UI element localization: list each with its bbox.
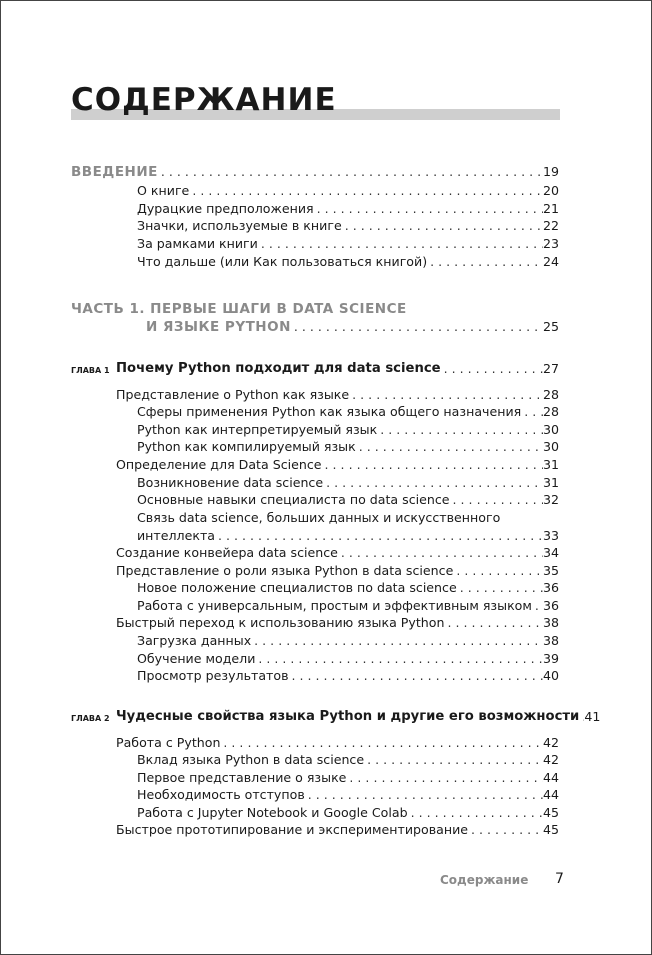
dot-leader (468, 822, 543, 838)
entry-text: Python как интерпретируемый язык (137, 422, 378, 437)
entry-text: Основные навыки специалиста по data science (137, 492, 450, 507)
chapter1-title: Почему Python подходит для data science (116, 361, 441, 376)
entry-text: Представление о роли языка Python в data science (116, 563, 454, 578)
toc-entry (137, 183, 559, 199)
dot-leader (342, 218, 543, 234)
page-number: 39 (542, 651, 559, 666)
toc-entry (137, 770, 559, 786)
dot-leader (323, 475, 543, 491)
toc-entry (137, 422, 559, 438)
dot-leader (457, 580, 543, 596)
entry-text: Новое положение специалистов по data science (137, 580, 457, 595)
toc-entry (137, 475, 559, 491)
toc-entry (137, 580, 559, 596)
page-number: 36 (542, 598, 559, 613)
toc-entry (116, 387, 559, 403)
toc-entry (137, 439, 559, 455)
toc-entry (137, 492, 559, 508)
entry-text: Создание конвейера data science (116, 545, 338, 560)
dot-leader (532, 598, 543, 614)
page-number: 33 (542, 528, 559, 543)
page-number: 31 (542, 475, 559, 490)
dot-leader (356, 439, 543, 455)
page-number: 27 (542, 361, 559, 376)
page-number: 42 (542, 735, 559, 750)
entry-text: Определение для Data Science (116, 457, 322, 472)
dot-leader (289, 668, 543, 684)
page-number: 42 (542, 752, 559, 767)
page-number: 40 (542, 668, 559, 683)
dot-leader (427, 254, 543, 270)
part1-heading-line2: И ЯЗЫКЕ PYTHON (146, 319, 291, 335)
entry-text: Значки, используемые в книге (137, 218, 342, 233)
page-number: 45 (542, 805, 559, 820)
toc-part1-heading (146, 319, 559, 335)
dot-leader (338, 545, 543, 561)
page-number: 19 (542, 164, 559, 179)
page-number: 44 (542, 770, 559, 785)
toc-entry (137, 668, 559, 684)
dot-leader (364, 752, 543, 768)
toc-entry (137, 528, 559, 544)
toc-entry (137, 805, 559, 821)
running-footer: Содержание (440, 873, 529, 887)
dot-leader (377, 422, 543, 438)
entry-text: Python как компилируемый язык (137, 439, 356, 454)
toc-entry (137, 201, 559, 217)
toc-entry (116, 615, 559, 631)
page-number: 30 (542, 422, 559, 437)
entry-text: Дурацкие предположения (137, 201, 314, 216)
toc-entry (116, 735, 559, 751)
page-number: 21 (542, 201, 559, 216)
dot-leader (189, 183, 543, 199)
toc-entry (137, 404, 559, 420)
entry-text: Возникновение data science (137, 475, 324, 490)
page-number: 25 (542, 319, 559, 334)
dot-leader (450, 492, 543, 508)
page-number: 31 (542, 457, 559, 472)
page-number: 35 (542, 563, 559, 578)
entry-text: Работа с универсальным, простым и эффективным языком (137, 598, 532, 613)
entry-text: Быстрое прототипирование и экспериментирование (116, 822, 469, 837)
footer-page-number: 7 (555, 871, 564, 887)
toc-entry-wrapped (137, 510, 559, 526)
dot-leader (346, 770, 543, 786)
page-number: 30 (542, 439, 559, 454)
page-number: 28 (542, 404, 559, 419)
entry-text: Что дальше (или Как пользоваться книгой) (137, 254, 428, 269)
intro-heading: ВВЕДЕНИЕ (71, 164, 158, 180)
page-number: 32 (542, 492, 559, 507)
dot-leader (291, 319, 543, 335)
entry-text: Связь data science, больших данных и искусственного (137, 510, 501, 525)
dot-leader (349, 387, 543, 403)
page-number: 45 (542, 822, 559, 837)
dot-leader (220, 735, 543, 751)
toc-entry (116, 545, 559, 561)
dot-leader (444, 615, 543, 631)
toc-chapter1-title (116, 361, 559, 377)
page-number: 24 (542, 254, 559, 269)
page-number: 23 (542, 236, 559, 251)
toc-entry (137, 218, 559, 234)
toc-entry (116, 457, 559, 473)
entry-text: Сферы применения Python как языка общего назначения (137, 404, 522, 419)
dot-leader (453, 563, 543, 579)
toc-entry (116, 822, 559, 838)
page-number: 34 (542, 545, 559, 560)
entry-text: Вклад языка Python в data science (137, 752, 365, 767)
entry-text: Загрузка данных (137, 633, 252, 648)
toc-entry (137, 787, 559, 803)
page-number: 38 (542, 633, 559, 648)
page-title: СОДЕРЖАНИЕ (71, 82, 337, 118)
page-number: 41 (584, 709, 601, 724)
page-number: 22 (542, 218, 559, 233)
entry-text: Обучение модели (137, 651, 256, 666)
dot-leader (158, 164, 543, 180)
entry-text: Быстрый переход к использованию языка Python (116, 615, 445, 630)
toc-entry (137, 651, 559, 667)
entry-text: Представление о Python как языке (116, 387, 350, 402)
toc-entry (137, 236, 559, 252)
entry-text: интеллекта (137, 528, 216, 543)
entry-text: Работа с Jupyter Notebook и Google Colab (137, 805, 408, 820)
toc-entry (137, 254, 559, 270)
dot-leader (251, 633, 543, 649)
page-number: 44 (542, 787, 559, 802)
dot-leader (441, 361, 543, 377)
entry-text: Работа с Python (116, 735, 221, 750)
dot-leader (258, 236, 543, 252)
chapter2-title: Чудесные свойства языка Python и другие его возможности (116, 709, 580, 724)
dot-leader (314, 201, 543, 217)
dot-leader (521, 404, 543, 420)
toc-entry (137, 598, 559, 614)
dot-leader (305, 787, 543, 803)
toc-entry (137, 752, 559, 768)
entry-text: Необходимость отступов (137, 787, 305, 802)
toc-chapter2-title (116, 709, 601, 725)
dot-leader (322, 457, 543, 473)
toc-entry (137, 633, 559, 649)
page-number: 38 (542, 615, 559, 630)
page-number: 20 (542, 183, 559, 198)
toc-entry (116, 563, 559, 579)
page-number: 36 (542, 580, 559, 595)
dot-leader (215, 528, 543, 544)
part1-heading-line1: ЧАСТЬ 1. ПЕРВЫЕ ШАГИ В DATA SCIENCE (71, 301, 407, 317)
entry-text: Просмотр результатов (137, 668, 289, 683)
entry-text: О книге (137, 183, 190, 198)
toc-intro-heading (71, 164, 559, 180)
chapter2-label: ГЛАВА 2 (71, 714, 110, 723)
dot-leader (408, 805, 543, 821)
entry-text: Первое представление о языке (137, 770, 347, 785)
dot-leader (255, 651, 543, 667)
page-number: 28 (542, 387, 559, 402)
entry-text: За рамками книги (137, 236, 258, 251)
chapter1-label: ГЛАВА 1 (71, 366, 110, 375)
